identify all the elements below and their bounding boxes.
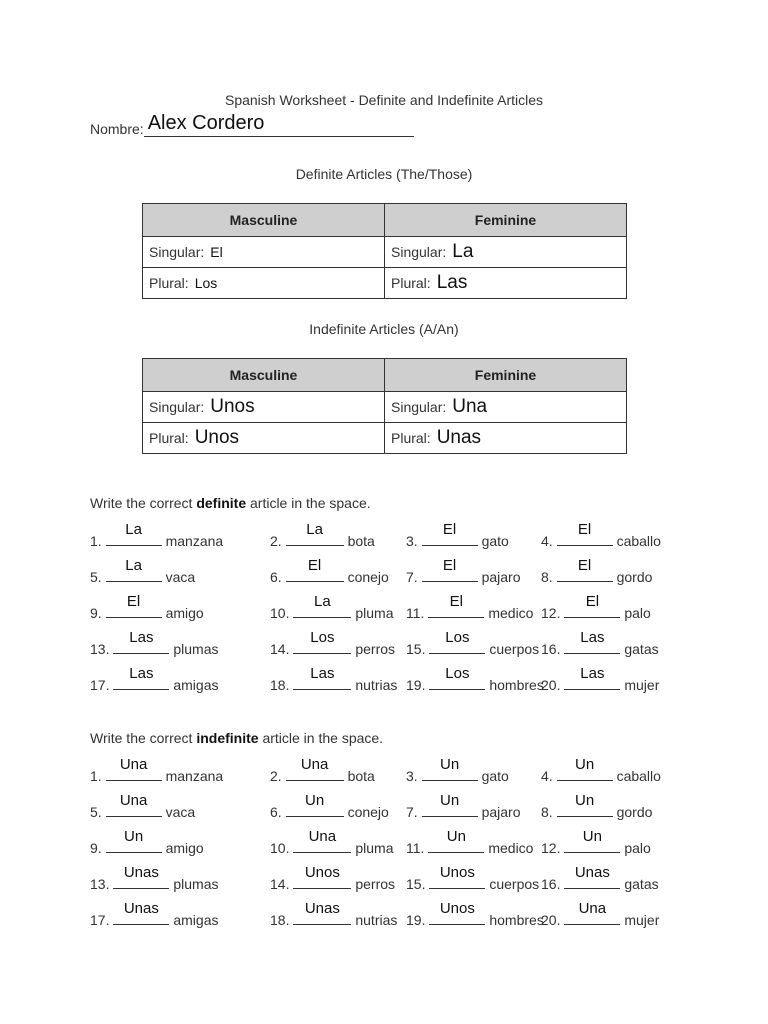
question-number: 4.: [541, 768, 553, 784]
cell-answer: Una: [452, 396, 488, 417]
name-value: Alex Cordero: [147, 112, 265, 134]
question-item: [541, 792, 653, 820]
question-number: 16.: [541, 876, 561, 892]
instruction-text: Write the correct: [90, 495, 197, 511]
instruction-text: article in the space.: [246, 495, 371, 511]
noun-word: perros: [355, 641, 396, 657]
answer-blank[interactable]: [113, 629, 169, 654]
noun-word: pluma: [355, 605, 394, 621]
answer-blank[interactable]: [106, 756, 162, 781]
cell-label: Singular:: [391, 399, 447, 415]
instruction-text: article in the space.: [258, 730, 384, 746]
answer-text: Unos: [304, 864, 340, 881]
question-number: 15.: [406, 641, 426, 657]
indefinite-articles-table: [142, 358, 627, 454]
answer-text: Una: [119, 792, 148, 809]
answer-blank[interactable]: [429, 629, 485, 654]
noun-word: amigas: [173, 677, 219, 693]
cell-label: Plural:: [391, 275, 431, 291]
answer-text: Un: [574, 756, 595, 773]
answer-blank[interactable]: [564, 828, 620, 853]
answer-blank[interactable]: [564, 629, 620, 654]
answer-blank[interactable]: [113, 665, 169, 690]
noun-word: gatas: [624, 876, 659, 892]
noun-word: amigas: [173, 912, 219, 928]
answer-text: El: [442, 557, 457, 574]
noun-word: amigo: [165, 605, 204, 621]
question-item: [90, 593, 204, 621]
cell-answer: La: [452, 241, 474, 262]
answer-blank[interactable]: [286, 521, 344, 546]
cell-label: Plural:: [391, 430, 431, 446]
noun-word: pajaro: [481, 569, 521, 585]
answer-text: El: [577, 557, 592, 574]
answer-blank[interactable]: [422, 521, 478, 546]
question-item: [270, 557, 389, 585]
question-number: 10.: [270, 605, 290, 621]
question-number: 9.: [90, 840, 102, 856]
answer-text: Los: [445, 629, 470, 646]
instruction-keyword: definite: [196, 495, 247, 511]
worksheet-title: Spanish Worksheet - Definite and Indefinite Articles: [224, 92, 544, 108]
answer-blank[interactable]: [422, 756, 478, 781]
question-number: 8.: [541, 804, 553, 820]
answer-blank[interactable]: [429, 665, 485, 690]
noun-word: bota: [347, 768, 375, 784]
indefinite-masc-singular: [143, 392, 385, 423]
answer-blank[interactable]: [564, 593, 620, 618]
answer-text: Unos: [439, 900, 475, 917]
answer-text: Un: [123, 828, 144, 845]
question-number: 17.: [90, 912, 110, 928]
definite-fem-plural: [385, 268, 627, 299]
noun-word: vaca: [165, 569, 196, 585]
noun-word: nutrias: [355, 912, 398, 928]
answer-blank[interactable]: [106, 792, 162, 817]
question-item: [541, 557, 653, 585]
answer-blank[interactable]: [557, 521, 613, 546]
question-item: [270, 828, 394, 856]
definite-instruction: [90, 495, 371, 511]
question-number: 11.: [406, 605, 425, 621]
cell-answer: Unos: [210, 396, 255, 417]
cell-answer: Las: [436, 272, 468, 293]
answer-blank[interactable]: [293, 629, 351, 654]
question-item: [270, 521, 375, 549]
answer-blank[interactable]: [429, 900, 485, 925]
noun-word: hombres: [489, 677, 544, 693]
question-item: [406, 864, 540, 892]
answer-blank[interactable]: [106, 557, 162, 582]
question-number: 20.: [541, 912, 561, 928]
answer-blank[interactable]: [106, 521, 162, 546]
noun-word: amigo: [165, 840, 204, 856]
definite-fem-singular: [385, 237, 627, 268]
noun-word: bota: [347, 533, 375, 549]
question-number: 20.: [541, 677, 561, 693]
answer-text: Un: [439, 792, 460, 809]
noun-word: mujer: [624, 677, 660, 693]
answer-text: Un: [574, 792, 595, 809]
noun-word: gordo: [616, 569, 653, 585]
question-item: [406, 629, 540, 657]
answer-blank[interactable]: [557, 792, 613, 817]
indefinite-header-masculine: Masculine: [143, 359, 385, 392]
answer-blank[interactable]: [422, 792, 478, 817]
answer-blank[interactable]: [428, 593, 484, 618]
indefinite-instruction: [90, 730, 383, 746]
question-item: [541, 665, 660, 693]
question-item: [90, 521, 224, 549]
noun-word: hombres: [489, 912, 544, 928]
answer-text: La: [314, 593, 331, 610]
question-item: [90, 828, 204, 856]
question-item: [270, 792, 389, 820]
indefinite-masc-plural: [143, 423, 385, 454]
question-item: [406, 792, 521, 820]
question-item: [90, 900, 219, 928]
question-number: 13.: [90, 641, 110, 657]
answer-text: Unas: [123, 900, 159, 917]
answer-blank[interactable]: [293, 900, 351, 925]
cell-label: Plural:: [149, 275, 189, 291]
answer-blank[interactable]: [557, 557, 613, 582]
answer-text: Una: [119, 756, 148, 773]
cell-label: Singular:: [149, 244, 205, 260]
question-item: [90, 557, 196, 585]
answer-text: La: [125, 557, 142, 574]
noun-word: cuerpos: [489, 641, 540, 657]
answer-blank[interactable]: [286, 792, 344, 817]
question-number: 7.: [406, 804, 418, 820]
answer-text: Unas: [574, 864, 610, 881]
question-number: 15.: [406, 876, 426, 892]
answer-text: El: [307, 557, 322, 574]
noun-word: palo: [624, 840, 651, 856]
noun-word: gato: [481, 768, 509, 784]
answer-text: Las: [580, 629, 605, 646]
question-item: [541, 864, 659, 892]
question-number: 12.: [541, 840, 561, 856]
noun-word: medico: [488, 840, 534, 856]
question-item: [270, 864, 396, 892]
question-number: 9.: [90, 605, 102, 621]
answer-text: El: [585, 593, 600, 610]
cell-answer: Unos: [194, 427, 240, 448]
answer-text: Las: [129, 629, 154, 646]
cell-answer: Unas: [436, 427, 482, 448]
question-item: [406, 756, 509, 784]
noun-word: manzana: [165, 533, 224, 549]
question-item: [406, 557, 521, 585]
question-number: 5.: [90, 804, 102, 820]
question-item: [90, 864, 219, 892]
answer-blank[interactable]: [113, 864, 169, 889]
definite-masc-singular: [143, 237, 385, 268]
answer-text: Las: [580, 665, 605, 682]
answer-blank[interactable]: [286, 557, 344, 582]
question-number: 3.: [406, 533, 418, 549]
name-label: Nombre:: [90, 121, 144, 137]
question-item: [270, 593, 394, 621]
question-number: 6.: [270, 569, 282, 585]
noun-word: medico: [488, 605, 534, 621]
question-item: [541, 629, 659, 657]
answer-text: Un: [439, 756, 460, 773]
noun-word: pluma: [355, 840, 394, 856]
noun-word: plumas: [173, 641, 219, 657]
answer-text: El: [577, 521, 592, 538]
question-number: 1.: [90, 533, 102, 549]
noun-word: conejo: [347, 569, 389, 585]
cell-label: Singular:: [149, 399, 205, 415]
noun-word: cuerpos: [489, 876, 540, 892]
answer-text: La: [125, 521, 142, 538]
answer-text: Unos: [439, 864, 475, 881]
answer-text: Un: [304, 792, 325, 809]
question-item: [406, 593, 534, 621]
answer-text: Un: [446, 828, 466, 845]
noun-word: caballo: [616, 533, 661, 549]
question-item: [90, 629, 219, 657]
question-item: [270, 756, 375, 784]
answer-text: El: [442, 521, 457, 538]
question-number: 1.: [90, 768, 102, 784]
answer-blank[interactable]: [113, 900, 169, 925]
question-number: 6.: [270, 804, 282, 820]
question-number: 3.: [406, 768, 418, 784]
noun-word: conejo: [347, 804, 389, 820]
instruction-text: Write the correct: [90, 730, 197, 746]
question-number: 12.: [541, 605, 561, 621]
answer-blank[interactable]: [557, 756, 613, 781]
question-item: [541, 593, 651, 621]
answer-text: Los: [445, 665, 470, 682]
answer-blank[interactable]: [564, 864, 620, 889]
question-item: [541, 828, 651, 856]
question-number: 4.: [541, 533, 553, 549]
cell-answer: Los: [194, 275, 218, 291]
answer-blank[interactable]: [564, 900, 620, 925]
indefinite-header-feminine: Feminine: [385, 359, 627, 392]
question-item: [541, 756, 661, 784]
noun-word: manzana: [165, 768, 224, 784]
question-item: [541, 521, 661, 549]
answer-blank[interactable]: [428, 828, 484, 853]
question-item: [406, 521, 509, 549]
definite-masc-plural: [143, 268, 385, 299]
question-number: 14.: [270, 876, 290, 892]
definite-heading: Definite Articles (The/Those): [295, 166, 473, 182]
answer-text: La: [306, 521, 323, 538]
question-item: [90, 756, 224, 784]
question-item: [406, 665, 544, 693]
answer-blank[interactable]: [429, 864, 485, 889]
answer-blank[interactable]: [293, 665, 351, 690]
answer-blank[interactable]: [293, 864, 351, 889]
question-number: 18.: [270, 677, 290, 693]
question-item: [270, 900, 398, 928]
answer-text: Los: [310, 629, 335, 646]
question-number: 19.: [406, 912, 426, 928]
question-number: 5.: [90, 569, 102, 585]
noun-word: plumas: [173, 876, 219, 892]
noun-word: gordo: [616, 804, 653, 820]
answer-text: Unas: [304, 900, 340, 917]
answer-blank[interactable]: [106, 593, 162, 618]
question-number: 7.: [406, 569, 418, 585]
indefinite-fem-plural: [385, 423, 627, 454]
definite-articles-table: [142, 203, 627, 299]
noun-word: palo: [624, 605, 651, 621]
question-number: 17.: [90, 677, 110, 693]
name-field[interactable]: [144, 112, 414, 137]
noun-word: mujer: [624, 912, 660, 928]
question-item: [406, 828, 534, 856]
definite-header-feminine: Feminine: [385, 204, 627, 237]
answer-blank[interactable]: [293, 828, 351, 853]
instruction-keyword: indefinite: [196, 730, 259, 746]
question-number: 14.: [270, 641, 290, 657]
answer-blank[interactable]: [286, 756, 344, 781]
definite-header-masculine: Masculine: [143, 204, 385, 237]
answer-text: Las: [310, 665, 335, 682]
question-item: [90, 665, 219, 693]
indefinite-heading: Indefinite Articles (A/An): [309, 321, 459, 337]
question-item: [406, 900, 544, 928]
cell-label: Plural:: [149, 430, 189, 446]
answer-text: El: [126, 593, 141, 610]
answer-blank[interactable]: [106, 828, 162, 853]
question-number: 13.: [90, 876, 110, 892]
noun-word: perros: [355, 876, 396, 892]
answer-blank[interactable]: [422, 557, 478, 582]
question-number: 16.: [541, 641, 561, 657]
question-item: [90, 792, 196, 820]
question-number: 10.: [270, 840, 290, 856]
question-item: [541, 900, 660, 928]
answer-text: Una: [300, 756, 329, 773]
answer-text: Una: [308, 828, 337, 845]
answer-text: Las: [129, 665, 154, 682]
answer-text: Una: [578, 900, 607, 917]
question-item: [270, 665, 398, 693]
question-number: 2.: [270, 533, 282, 549]
noun-word: nutrias: [355, 677, 398, 693]
question-number: 8.: [541, 569, 553, 585]
question-item: [270, 629, 396, 657]
noun-word: gato: [481, 533, 509, 549]
question-number: 19.: [406, 677, 426, 693]
cell-answer: El: [210, 244, 223, 260]
answer-text: El: [449, 593, 463, 610]
answer-blank[interactable]: [564, 665, 620, 690]
name-row: [90, 112, 414, 137]
question-number: 18.: [270, 912, 290, 928]
indefinite-fem-singular: [385, 392, 627, 423]
question-number: 11.: [406, 840, 425, 856]
question-number: 2.: [270, 768, 282, 784]
answer-blank[interactable]: [293, 593, 351, 618]
noun-word: caballo: [616, 768, 661, 784]
cell-label: Singular:: [391, 244, 447, 260]
answer-text: Unas: [123, 864, 159, 881]
noun-word: gatas: [624, 641, 659, 657]
noun-word: vaca: [165, 804, 196, 820]
answer-text: Un: [582, 828, 602, 845]
noun-word: pajaro: [481, 804, 521, 820]
